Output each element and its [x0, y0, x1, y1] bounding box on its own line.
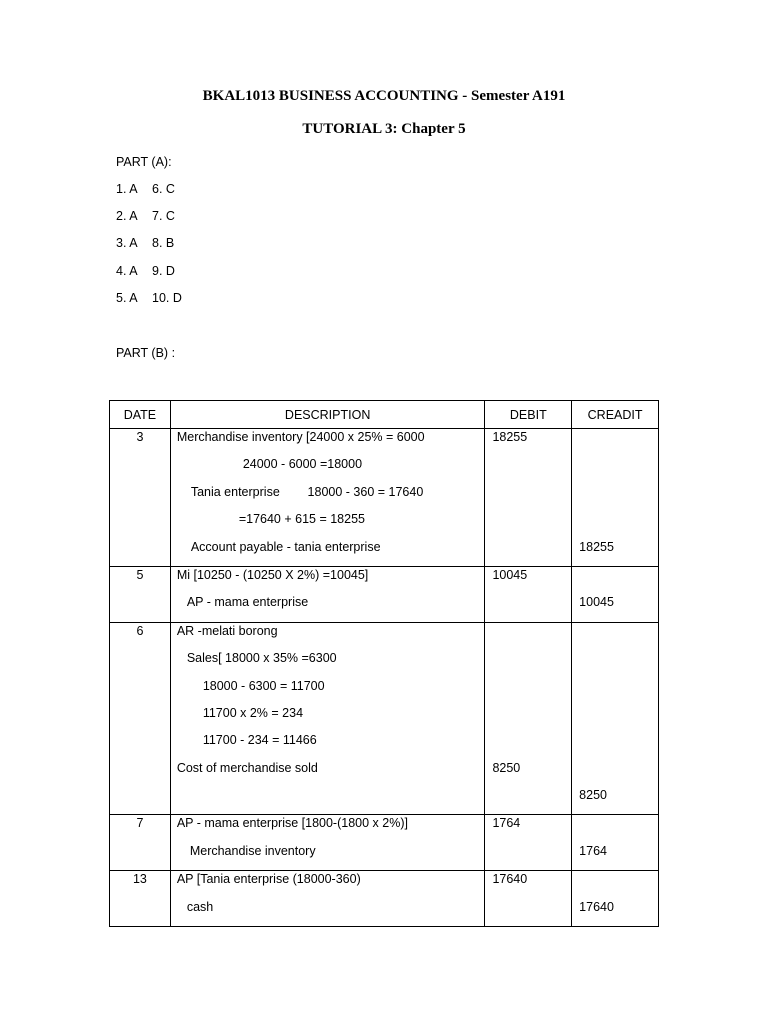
credit-amount [572, 456, 658, 483]
description-cell [170, 871, 485, 927]
credit-amount [572, 871, 658, 898]
debit-amount: 17640 [492, 872, 528, 887]
debit-amount [485, 511, 571, 538]
debit-amount [485, 787, 571, 814]
answer-row [116, 291, 182, 305]
credit-amount [572, 623, 658, 650]
description-line: AP - mama enterprise [1800-(1800 x 2%)] [176, 816, 408, 831]
credit-cell [572, 622, 659, 815]
description-cell [170, 622, 485, 815]
answer-row [116, 182, 175, 196]
credit-amount: 10045 [579, 595, 614, 610]
credit-cell [572, 566, 659, 622]
date-value: 7 [136, 816, 144, 831]
credit-amount [572, 511, 658, 538]
credit-amount [572, 815, 658, 842]
header-date: DATE [110, 401, 171, 429]
description-line: Cost of merchandise sold [176, 760, 318, 775]
date-cell [110, 566, 171, 622]
header-credit: CREADIT [572, 401, 659, 429]
header-description: DESCRIPTION [170, 401, 485, 429]
credit-amount [572, 650, 658, 677]
description-line [171, 787, 485, 814]
credit-amount [572, 484, 658, 511]
table-row [110, 566, 659, 622]
credit-amount [572, 678, 658, 705]
table-header-row [110, 401, 659, 429]
debit-cell [485, 622, 572, 815]
document-subtitle: TUTORIAL 3: Chapter 5 [302, 121, 466, 137]
description-line: AR -melati borong [176, 623, 278, 638]
journal-body [110, 429, 659, 927]
credit-amount [572, 429, 658, 456]
answer-right: 7. C [152, 209, 175, 223]
debit-amount [485, 705, 571, 732]
table-row [110, 815, 659, 871]
table-row [110, 429, 659, 567]
description-line: AP [Tania enterprise (18000-360) [176, 872, 361, 887]
credit-amount [572, 567, 658, 594]
description-line: 18000 - 6300 = 11700 [202, 678, 325, 693]
description-line: 11700 - 234 = 11466 [202, 733, 317, 748]
credit-cell [572, 429, 659, 567]
description-cell [170, 815, 485, 871]
credit-amount [572, 732, 658, 759]
answer-right: 8. B [152, 236, 175, 250]
debit-cell [485, 429, 572, 567]
debit-amount: 1764 [492, 816, 521, 831]
credit-amount [572, 760, 658, 787]
credit-amount: 17640 [579, 899, 614, 914]
answer-left: 2. A [116, 209, 138, 223]
description-line: Account payable - tania enterprise [190, 539, 381, 554]
description-line: Mi [10250 - (10250 X 2%) =10045] [176, 567, 369, 582]
description-line: cash [186, 899, 214, 914]
answer-right: 6. C [152, 182, 175, 196]
debit-cell [485, 566, 572, 622]
date-value: 13 [132, 872, 147, 887]
answer-left: 4. A [116, 264, 138, 278]
credit-amount: 8250 [579, 788, 607, 803]
answer-row [116, 209, 175, 223]
debit-amount [485, 623, 571, 650]
description-line: 11700 x 2% = 234 [202, 705, 304, 720]
description-line: Tania enterprise 18000 - 360 = 17640 [190, 484, 424, 499]
journal-table [109, 400, 659, 927]
date-value: 3 [136, 430, 144, 444]
debit-amount [485, 732, 571, 759]
debit-amount: 18255 [492, 430, 528, 444]
table-row [110, 622, 659, 815]
description-line: Merchandise inventory [24000 x 25% = 6000 [176, 430, 425, 444]
description-line: =17640 + 615 = 18255 [238, 512, 365, 527]
description-line: 24000 - 6000 =18000 [242, 457, 363, 472]
debit-amount: 10045 [492, 567, 528, 582]
table-row [110, 871, 659, 927]
part-b-label: PART (B) : [116, 346, 176, 360]
answer-left: 3. A [116, 236, 138, 250]
debit-amount [485, 899, 571, 926]
answer-left: 1. A [116, 182, 138, 196]
date-cell [110, 622, 171, 815]
debit-amount [485, 456, 571, 483]
date-cell [110, 429, 171, 567]
document-title: BKAL1013 BUSINESS ACCOUNTING - Semester A191 [202, 88, 566, 104]
date-value: 5 [136, 567, 144, 582]
date-value: 6 [136, 623, 144, 638]
description-cell [170, 429, 485, 567]
answer-right: 10. D [152, 291, 182, 305]
description-line: Sales[ 18000 x 35% =6300 [186, 651, 337, 666]
debit-cell [485, 871, 572, 927]
header-debit: DEBIT [485, 401, 572, 429]
credit-cell [572, 815, 659, 871]
credit-amount [572, 705, 658, 732]
debit-amount [485, 678, 571, 705]
answer-row [116, 264, 175, 278]
date-cell [110, 871, 171, 927]
debit-amount [485, 843, 571, 870]
credit-amount: 18255 [579, 539, 614, 554]
description-line: Merchandise inventory [189, 843, 316, 858]
debit-amount [485, 594, 571, 621]
description-cell [170, 566, 485, 622]
debit-amount [485, 484, 571, 511]
description-line: AP - mama enterprise [186, 595, 309, 610]
debit-cell [485, 815, 572, 871]
answer-row [116, 236, 174, 250]
debit-amount [485, 650, 571, 677]
part-a-label: PART (A): [116, 155, 172, 169]
answer-right: 9. D [152, 264, 175, 278]
answer-left: 5. A [116, 291, 138, 305]
credit-amount: 1764 [579, 843, 607, 858]
credit-cell [572, 871, 659, 927]
date-cell [110, 815, 171, 871]
debit-amount: 8250 [492, 760, 521, 775]
debit-amount [485, 539, 571, 566]
